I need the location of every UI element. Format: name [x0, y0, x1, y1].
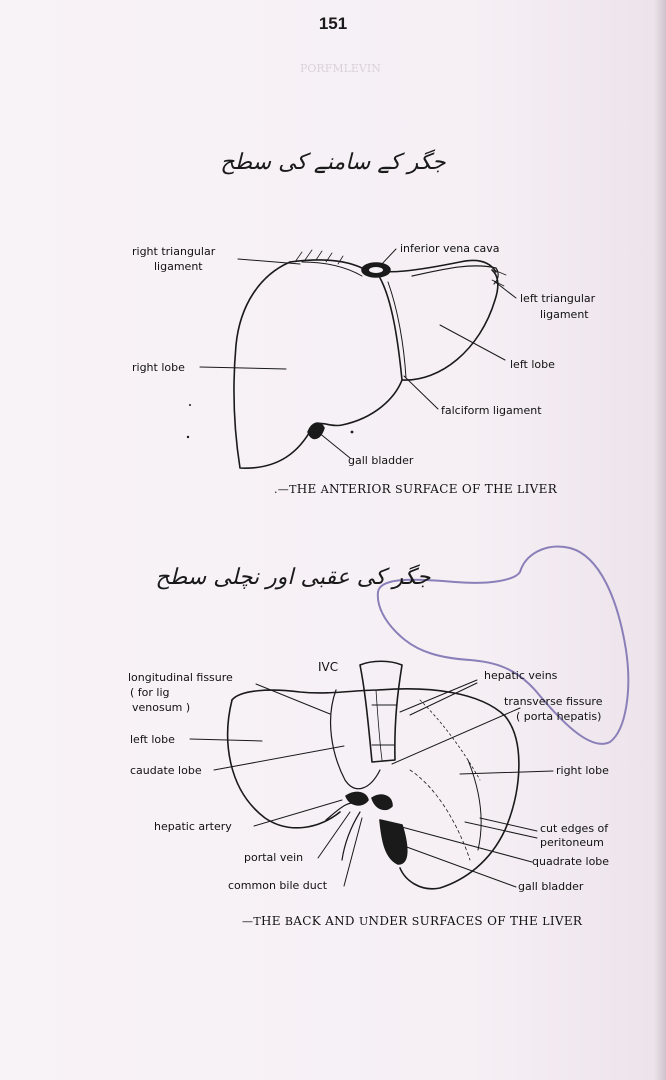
label-peritoneum: peritoneum — [540, 836, 604, 849]
label-right-triangular-ligament: ligament — [154, 260, 203, 273]
label-cut-edges: cut edges of — [540, 822, 609, 835]
label-hepatic-artery: hepatic artery — [154, 820, 232, 833]
label-right-lobe: right lobe — [132, 361, 185, 374]
figure2-caption: —THE BACK AND UNDER SURFACES OF THE LIVER — [242, 914, 583, 928]
label-right-triangular: right triangular — [132, 245, 216, 258]
figure1-caption: .—THE ANTERIOR SURFACE OF THE LIVER — [274, 482, 558, 496]
label-transverse-fissure: transverse fissure — [504, 695, 603, 708]
label-venosum: venosum ) — [132, 701, 191, 714]
label-porta-hepatis: ( porta hepatis) — [516, 710, 602, 723]
label-ivc: IVC — [318, 660, 339, 674]
label-left-triangular-ligament: ligament — [540, 308, 589, 321]
label-common-bile-duct: common bile duct — [228, 879, 328, 892]
anterior-liver-drawing — [200, 249, 516, 468]
label-portal-vein: portal vein — [244, 851, 304, 864]
label-quadrate-lobe: quadrate lobe — [532, 855, 610, 868]
label-for-lig: ( for lig — [130, 686, 170, 699]
label-left-triangular: left triangular — [520, 292, 596, 305]
label-caudate-lobe: caudate lobe — [130, 764, 202, 777]
label-left-lobe-2: left lobe — [130, 733, 175, 746]
figure2-urdu-title: جگر کی عقبی اور نچلی سطح — [155, 565, 431, 590]
page-number: 151 — [318, 14, 348, 33]
label-gall-bladder-2: gall bladder — [518, 880, 584, 893]
bleed-through-text: PORFMLEVIN — [300, 62, 381, 75]
label-longitudinal-fissure: longitudinal fissure — [128, 671, 233, 684]
label-hepatic-veins: hepatic veins — [484, 669, 558, 682]
label-inferior-vena-cava: inferior vena cava — [400, 242, 500, 255]
label-right-lobe-2: right lobe — [556, 764, 609, 777]
label-falciform-ligament: falciform ligament — [441, 404, 542, 417]
figure1-urdu-title: جگر کے سامنے کی سطح — [220, 150, 446, 175]
label-gall-bladder: gall bladder — [348, 454, 414, 467]
label-left-lobe: left lobe — [510, 358, 555, 371]
